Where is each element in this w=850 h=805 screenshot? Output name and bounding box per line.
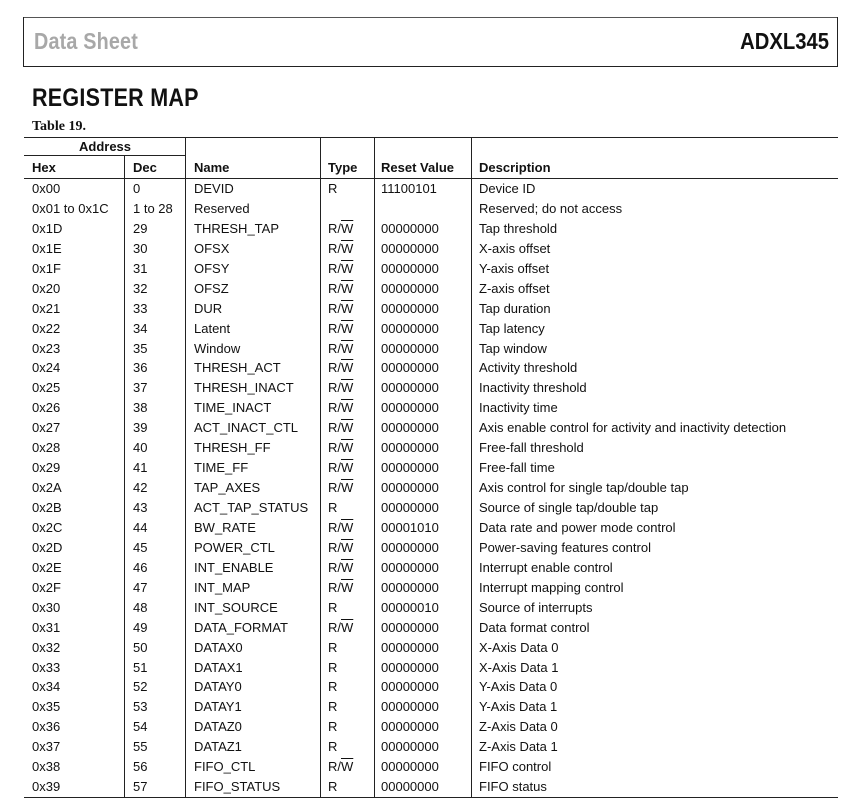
cell-reset: 00000000	[381, 300, 439, 316]
header-divider	[185, 138, 186, 178]
cell-reset: 00000000	[381, 639, 439, 655]
cell-type: $R/\overline{W}$	[328, 480, 354, 496]
cell-hex: 0x00	[32, 181, 61, 196]
cell-name: Latent	[194, 320, 231, 336]
header-divider	[320, 138, 321, 178]
cell-reset: 00000000	[381, 579, 439, 595]
cell-type: R	[328, 699, 338, 715]
cell-type: $R/\overline{W}$	[328, 240, 354, 256]
cell-type: R	[328, 679, 338, 695]
cell-type: R	[328, 181, 338, 196]
table-row	[24, 199, 838, 219]
cell-description: Tap latency	[479, 320, 545, 336]
cell-name: DATAZ1	[194, 739, 242, 755]
cell-reset: 11100101	[381, 181, 437, 196]
cell-dec: 29	[133, 220, 148, 236]
cell-description: FIFO status	[479, 779, 547, 795]
table-row	[24, 498, 838, 518]
cell-type: R	[328, 719, 338, 735]
cell-description: Source of interrupts	[479, 599, 593, 615]
cell-description: Z-Axis Data 1	[479, 739, 558, 755]
cell-dec: 1 to 28	[133, 200, 173, 216]
cell-hex: 0x2E	[32, 559, 62, 575]
cell-name: OFSZ	[194, 280, 229, 296]
cell-dec: 39	[133, 420, 148, 436]
col-address: Address	[79, 139, 132, 154]
cell-dec: 45	[133, 539, 148, 555]
table-bottom-rule	[24, 797, 838, 798]
cell-name: DATAY0	[194, 679, 242, 695]
cell-name: Window	[194, 340, 241, 356]
cell-type: R	[328, 739, 338, 755]
cell-description: Tap duration	[479, 300, 551, 316]
cell-dec: 49	[133, 619, 148, 635]
cell-type: $R/\overline{W}$	[328, 260, 354, 276]
cell-description: Y-Axis Data 0	[479, 679, 558, 695]
header-divider	[124, 156, 125, 178]
cell-name: DATA_FORMAT	[194, 619, 288, 635]
cell-hex: 0x2D	[32, 539, 63, 555]
cell-description: Data rate and power mode control	[479, 519, 676, 535]
cell-type: $R/\overline{W}$	[328, 460, 354, 476]
cell-hex: 0x34	[32, 679, 61, 695]
cell-name: TIME_INACT	[194, 400, 272, 416]
header-doc-type: Data Sheet	[34, 28, 138, 54]
table-row	[24, 677, 838, 697]
cell-type: $R/\overline{W}$	[328, 559, 354, 575]
cell-reset: 00000000	[381, 539, 439, 555]
table-row	[24, 458, 838, 478]
cell-name: THRESH_INACT	[194, 380, 294, 396]
col-hex: Hex	[32, 160, 56, 175]
cell-name: DUR	[194, 300, 223, 316]
col-type: Type	[328, 160, 358, 175]
cell-description: Y-Axis Data 1	[479, 699, 558, 715]
cell-type: $R/\overline{W}$	[328, 579, 354, 595]
cell-dec: 55	[133, 739, 148, 755]
cell-name: POWER_CTL	[194, 539, 275, 555]
cell-reset: 00000000	[381, 500, 439, 515]
table-row	[24, 658, 838, 678]
cell-description: Power-saving features control	[479, 539, 651, 555]
cell-reset: 00000000	[381, 380, 439, 396]
cell-hex: 0x1E	[32, 240, 62, 256]
cell-type: $R/\overline{W}$	[328, 440, 354, 456]
cell-description: Inactivity threshold	[479, 380, 587, 396]
table-row	[24, 398, 838, 418]
table-row	[24, 737, 838, 757]
cell-dec: 32	[133, 280, 148, 296]
cell-description: Device ID	[479, 181, 536, 196]
cell-description: Tap window	[479, 340, 547, 356]
table-row	[24, 239, 838, 259]
cell-description: FIFO control	[479, 759, 552, 775]
table-row	[24, 219, 838, 239]
cell-hex: 0x35	[32, 699, 61, 715]
cell-dec: 53	[133, 699, 148, 715]
cell-reset: 00000000	[381, 400, 439, 416]
cell-dec: 33	[133, 300, 148, 316]
cell-type: $R/\overline{W}$	[328, 300, 354, 316]
table-row	[24, 259, 838, 279]
cell-hex: 0x23	[32, 340, 61, 356]
cell-reset: 00000000	[381, 480, 439, 496]
cell-description: Free-fall threshold	[479, 440, 584, 456]
cell-hex: 0x2B	[32, 500, 62, 515]
cell-reset: 00000000	[381, 619, 439, 635]
cell-reset: 00000000	[381, 220, 439, 236]
address-rule	[24, 155, 185, 156]
cell-name: DATAY1	[194, 699, 242, 715]
cell-hex: 0x2F	[32, 579, 61, 595]
cell-hex: 0x38	[32, 759, 61, 775]
cell-dec: 48	[133, 599, 148, 615]
cell-hex: 0x27	[32, 420, 61, 436]
table-row	[24, 717, 838, 737]
cell-name: DATAX1	[194, 659, 243, 675]
table-row	[24, 299, 838, 319]
cell-dec: 54	[133, 719, 148, 735]
cell-hex: 0x24	[32, 360, 61, 376]
cell-reset: 00000000	[381, 659, 439, 675]
cell-dec: 41	[133, 460, 148, 476]
cell-hex: 0x26	[32, 400, 61, 416]
table-row	[24, 378, 838, 398]
cell-type: $R/\overline{W}$	[328, 619, 354, 635]
cell-name: INT_MAP	[194, 579, 251, 595]
cell-reset: 00000000	[381, 679, 439, 695]
header-divider	[374, 138, 375, 178]
cell-reset: 00000000	[381, 759, 439, 775]
table-header	[24, 137, 838, 179]
cell-type: R	[328, 639, 338, 655]
cell-dec: 52	[133, 679, 148, 695]
col-description: Description	[479, 160, 551, 175]
cell-name: ACT_TAP_STATUS	[194, 500, 309, 515]
cell-name: Reserved	[194, 200, 250, 216]
table-row	[24, 638, 838, 658]
cell-description: X-axis offset	[479, 240, 551, 256]
cell-reset: 00000000	[381, 739, 439, 755]
table-row	[24, 358, 838, 378]
cell-type: $R/\overline{W}$	[328, 220, 354, 236]
cell-reset: 00000000	[381, 240, 439, 256]
cell-type: $R/\overline{W}$	[328, 759, 354, 775]
table-row	[24, 418, 838, 438]
cell-dec: 44	[133, 519, 148, 535]
cell-type: $R/\overline{W}$	[328, 420, 354, 436]
cell-name: OFSY	[194, 260, 230, 276]
cell-dec: 36	[133, 360, 148, 376]
cell-reset: 00000000	[381, 320, 439, 336]
cell-reset: 00000000	[381, 440, 439, 456]
table-row	[24, 279, 838, 299]
cell-name: DEVID	[194, 181, 234, 196]
cell-description: Data format control	[479, 619, 590, 635]
cell-hex: 0x33	[32, 659, 61, 675]
cell-type: $R/\overline{W}$	[328, 400, 354, 416]
cell-dec: 42	[133, 480, 148, 496]
cell-reset: 00000000	[381, 280, 439, 296]
col-dec: Dec	[133, 160, 157, 175]
cell-hex: 0x30	[32, 599, 61, 615]
table-row	[24, 578, 838, 598]
cell-description: Y-axis offset	[479, 260, 550, 276]
cell-dec: 57	[133, 779, 148, 795]
cell-dec: 47	[133, 579, 148, 595]
cell-name: ACT_INACT_CTL	[194, 420, 299, 436]
cell-reset: 00000000	[381, 260, 439, 276]
col-name: Name	[194, 160, 230, 175]
cell-name: BW_RATE	[194, 519, 256, 535]
cell-type: $R/\overline{W}$	[328, 280, 354, 296]
cell-hex: 0x01 to 0x1C	[32, 200, 109, 216]
cell-name: FIFO_STATUS	[194, 779, 281, 795]
cell-name: THRESH_ACT	[194, 360, 281, 376]
table-row	[24, 478, 838, 498]
cell-reset: 00000000	[381, 460, 439, 476]
cell-description: Free-fall time	[479, 460, 555, 476]
cell-dec: 37	[133, 380, 148, 396]
cell-dec: 30	[133, 240, 148, 256]
table-row	[24, 319, 838, 339]
cell-dec: 50	[133, 639, 148, 655]
cell-type: $R/\overline{W}$	[328, 519, 354, 535]
cell-hex: 0x25	[32, 380, 61, 396]
table-row	[24, 618, 838, 638]
cell-hex: 0x21	[32, 300, 61, 316]
section-title: REGISTER MAP	[32, 84, 199, 112]
cell-reset: 00000000	[381, 559, 439, 575]
cell-description: X-Axis Data 0	[479, 639, 559, 655]
cell-reset: 00000000	[381, 340, 439, 356]
cell-description: Axis control for single tap/double tap	[479, 480, 689, 496]
cell-hex: 0x32	[32, 639, 61, 655]
header-divider	[471, 138, 472, 178]
cell-dec: 31	[133, 260, 148, 276]
cell-dec: 0	[133, 181, 141, 196]
cell-hex: 0x2C	[32, 519, 63, 535]
table-caption: Table 19.	[32, 119, 86, 134]
cell-type: R	[328, 659, 338, 675]
cell-hex: 0x36	[32, 719, 61, 735]
cell-hex: 0x2A	[32, 480, 62, 496]
cell-type: $R/\overline{W}$	[328, 539, 354, 555]
cell-description: Z-axis offset	[479, 280, 550, 296]
cell-type: R	[328, 500, 338, 515]
cell-hex: 0x20	[32, 280, 61, 296]
cell-type: $R/\overline{W}$	[328, 340, 354, 356]
cell-description: X-Axis Data 1	[479, 659, 559, 675]
cell-description: Interrupt enable control	[479, 559, 613, 575]
cell-description: Source of single tap/double tap	[479, 500, 659, 515]
cell-description: Reserved; do not access	[479, 200, 623, 216]
cell-reset: 00000000	[381, 779, 439, 795]
table-row	[24, 339, 838, 359]
cell-hex: 0x39	[32, 779, 61, 795]
cell-hex: 0x37	[32, 739, 61, 755]
cell-dec: 51	[133, 659, 148, 675]
cell-reset: 00000000	[381, 360, 439, 376]
cell-reset: 00000010	[381, 599, 439, 615]
cell-type: $R/\overline{W}$	[328, 320, 354, 336]
cell-description: Axis enable control for activity and inactivity detection	[479, 420, 787, 436]
header-part-number: ADXL345	[740, 28, 829, 54]
table-row	[24, 598, 838, 618]
cell-name: DATAZ0	[194, 719, 242, 735]
cell-dec: 35	[133, 340, 148, 356]
cell-dec: 40	[133, 440, 148, 456]
cell-description: Tap threshold	[479, 220, 558, 236]
cell-name: FIFO_CTL	[194, 759, 256, 775]
cell-type: $R/\overline{W}$	[328, 360, 354, 376]
cell-name: THRESH_TAP	[194, 220, 279, 236]
cell-reset: 00000000	[381, 719, 439, 735]
cell-name: OFSX	[194, 240, 230, 256]
cell-hex: 0x1D	[32, 220, 63, 236]
cell-name: DATAX0	[194, 639, 243, 655]
cell-hex: 0x28	[32, 440, 61, 456]
table-row	[24, 538, 838, 558]
cell-type: $R/\overline{W}$	[328, 380, 354, 396]
cell-dec: 43	[133, 500, 148, 515]
cell-name: INT_ENABLE	[194, 559, 274, 575]
cell-reset: 00000000	[381, 699, 439, 715]
cell-hex: 0x29	[32, 460, 61, 476]
cell-dec: 34	[133, 320, 148, 336]
cell-type: R	[328, 599, 338, 615]
cell-reset: 00001010	[381, 519, 439, 535]
table-row	[24, 518, 838, 538]
cell-reset: 00000000	[381, 420, 439, 436]
cell-description: Z-Axis Data 0	[479, 719, 558, 735]
table-row	[24, 558, 838, 578]
table-row	[24, 757, 838, 777]
cell-description: Interrupt mapping control	[479, 579, 624, 595]
col-reset: Reset Value	[381, 160, 454, 175]
table-row	[24, 777, 838, 797]
cell-name: TIME_FF	[194, 460, 249, 476]
cell-hex: 0x31	[32, 619, 61, 635]
cell-name: INT_SOURCE	[194, 599, 278, 615]
page-header	[23, 17, 838, 67]
table-row	[24, 438, 838, 458]
cell-hex: 0x1F	[32, 260, 61, 276]
table-row	[24, 179, 838, 199]
cell-dec: 46	[133, 559, 148, 575]
table-body	[24, 179, 838, 797]
register-table	[24, 137, 838, 798]
cell-type: R	[328, 779, 338, 795]
cell-description: Activity threshold	[479, 360, 578, 376]
cell-name: TAP_AXES	[194, 480, 261, 496]
cell-description: Inactivity time	[479, 400, 558, 416]
cell-dec: 56	[133, 759, 148, 775]
table-row	[24, 697, 838, 717]
cell-name: THRESH_FF	[194, 440, 271, 456]
cell-dec: 38	[133, 400, 148, 416]
cell-hex: 0x22	[32, 320, 61, 336]
